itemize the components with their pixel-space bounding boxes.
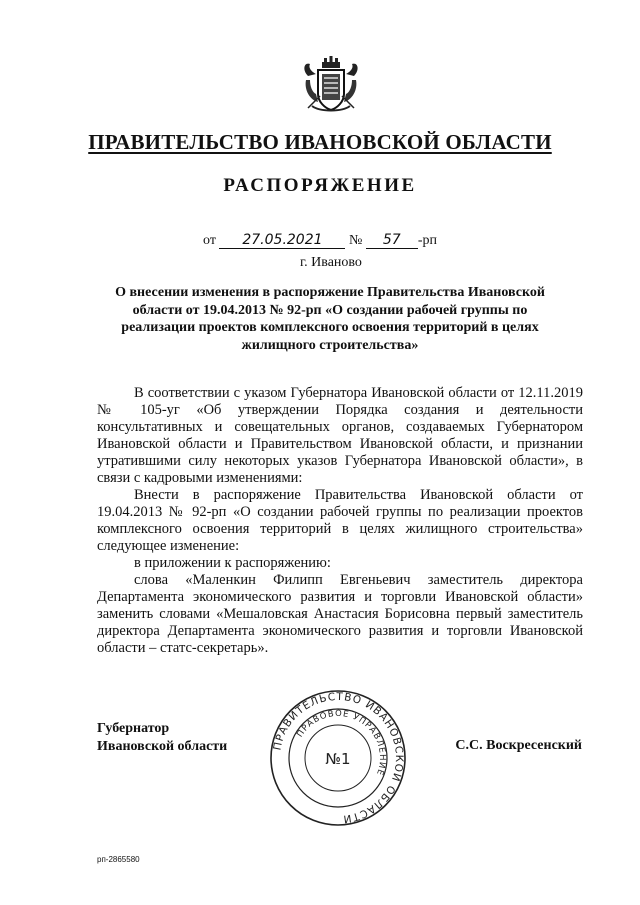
body-paragraph: Внести в распоряжение Правительства Ивановской области от 19.04.2013 № 92-рп «О создании рабочей группы по реализации проектов комплексного освоения территорий в целях жилищного строительства» следующее изменение: bbox=[97, 487, 583, 554]
body-paragraph: слова «Маленкин Филипп Евгеньевич заместитель директора Департамента экономического развития и торговли Ивановской области» заменить словами «Мешаловская Анастасия Борисовна первый заместитель директора Департамента экономического развития и торговли Ивановской области – статс-секретарь». bbox=[97, 572, 583, 656]
organization-title: ПРАВИТЕЛЬСТВО ИВАНОВСКОЙ ОБЛАСТИ bbox=[88, 130, 552, 154]
document-dateline bbox=[0, 232, 640, 249]
signatory-title-line2: Ивановской области bbox=[97, 739, 228, 754]
date-prefix: от bbox=[203, 233, 216, 248]
signatory-title-line1: Губернатор bbox=[97, 721, 170, 736]
document-code: рп-2865580 bbox=[97, 855, 140, 864]
signatory-title bbox=[97, 720, 227, 756]
stamp-center-text: №1 bbox=[325, 750, 351, 768]
document-date: 27.05.2021 bbox=[219, 232, 345, 249]
number-suffix: -рп bbox=[417, 233, 437, 248]
stamp-outer-text: ПРАВИТЕЛЬСТВО ИВАНОВСКОЙ ОБЛАСТИ bbox=[271, 690, 406, 825]
official-stamp bbox=[268, 688, 408, 828]
body-paragraph: В соответствии с указом Губернатора Ивановской области от 12.11.2019 № 105-уг «Об утверждении Порядка создания и деятельности консультативных и совещательных органов, создаваемых Губернатором Ивановской области и Правительством Ивановской области, и признании утратившими силу некоторых указов Губернатора Ивановской области», в связи с кадровыми изменениями: bbox=[97, 385, 583, 486]
signatory-name: С.С. Воскресенский bbox=[455, 738, 582, 753]
body-paragraph: в приложении к распоряжению: bbox=[134, 555, 331, 571]
document-body bbox=[97, 385, 583, 657]
number-sign: № bbox=[348, 233, 363, 248]
document-subject: О внесении изменения в распоряжение Правительства Ивановской области от 19.04.2013 № 92-рп «О создании рабочей группы по реализации проектов комплексного освоения территорий в целях жилищного строительства» bbox=[115, 285, 545, 353]
document-type-title: РАСПОРЯЖЕНИЕ bbox=[223, 175, 417, 196]
document-number: 57 bbox=[366, 232, 418, 249]
ivanovo-coat-of-arms-icon bbox=[300, 56, 362, 114]
document-city: г. Иваново bbox=[300, 255, 362, 270]
stamp-inner-text: ПРАВОВОЕ УПРАВЛЕНИЕ bbox=[295, 708, 388, 778]
